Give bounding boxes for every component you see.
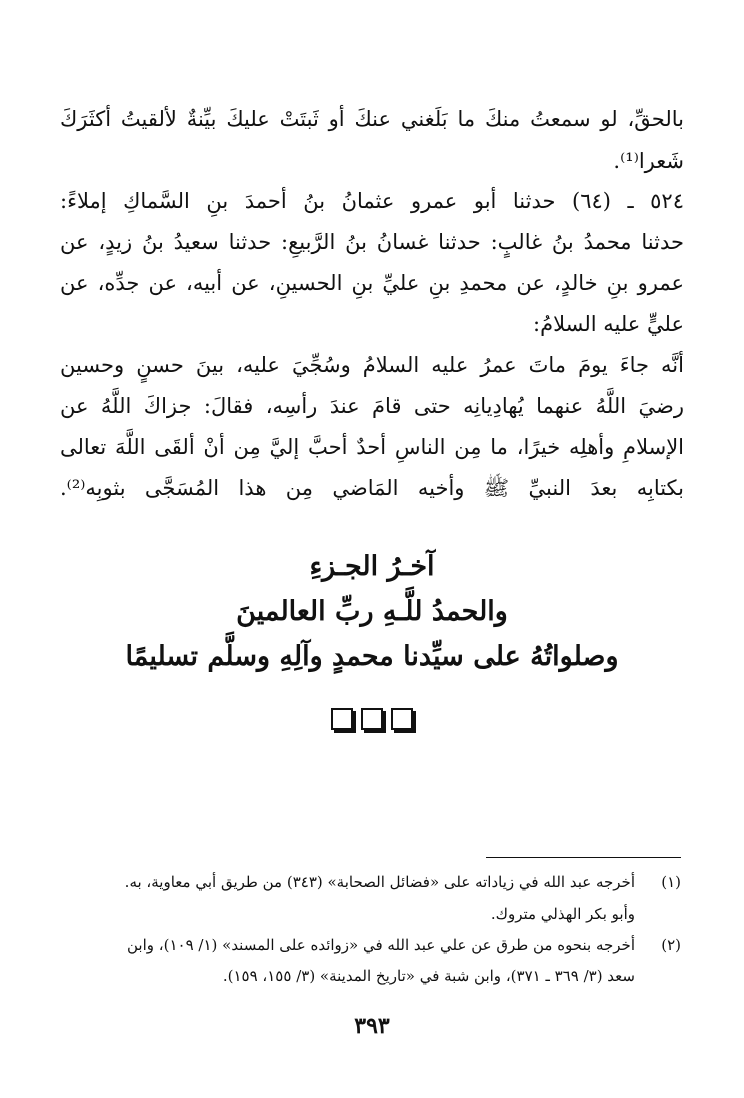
ornament-box-icon: [361, 708, 383, 730]
footnote-1-line-2: [61, 904, 681, 924]
colophon-salutation: وصلواتُهُ على سيِّدنا محمدٍ وآلِهِ وسلَّم تسليمًا: [125, 641, 619, 672]
footnote-1-line-1: [61, 872, 681, 892]
section-divider-boxes: [0, 708, 744, 730]
footnote-2-line-2: [61, 966, 681, 986]
footnote-2-continuation: سعد (٣/ ٣٦٩ ـ ٣٧١)، وابن شبة في «تاريخ المدينة» (٣/ ١٥٥، ١٥٩).: [222, 967, 635, 985]
body-line-2: شَعرا⁽¹⁾.: [613, 149, 684, 173]
colophon-praise: والحمدُ للَّـهِ ربِّ العالمينَ: [236, 596, 508, 627]
hadith-matn-line-1: أنَّه جاءَ يومَ ماتَ عمرُ عليه السلامُ وسُجِّيَ عليه، بينَ حسنٍ وحسين: [60, 353, 684, 377]
hadith-isnad-line-4: عليٍّ عليه السلامُ:: [533, 312, 684, 336]
colophon-end-of-part: آخـرُ الجـزءِ: [309, 551, 435, 582]
page-number: ٣٩٣: [354, 1013, 390, 1039]
footnote-1-marker: (١): [661, 873, 681, 891]
hadith-matn-line-4: بكتابِه بعدَ النبيِّ ﷺ وأخيه المَاضي مِن هذا المُسَجَّى بثوبِه⁽²⁾.: [60, 476, 684, 500]
ornament-box-icon: [391, 708, 413, 730]
body-line-1: بالحقِّ، لو سمعتُ منكَ ما بَلَغني عنكَ أو ثَبتَتْ عليكَ بيِّنةٌ لألقيتُ أكثَرَكَ: [60, 107, 684, 131]
hadith-matn-line-2: رضيَ اللَّهُ عنهما يُهادِيانِه حتى قامَ عندَ رأسِه، فقالَ: جزاكَ اللَّهُ عن: [60, 394, 684, 418]
footnote-2-marker: (٢): [661, 936, 681, 954]
footnote-separator: [486, 857, 681, 858]
footnote-2-line-1: [61, 935, 681, 955]
ornament-box-icon: [331, 708, 353, 730]
hadith-isnad-line-1: ٥٢٤ ـ (٦٤) حدثنا أبو عمرو عثمانُ بنُ أحمدَ بنِ السَّماكِ إملاءً:: [60, 189, 684, 213]
hadith-isnad-line-3: عمرو بنِ خالدٍ، عن محمدِ بنِ عليِّ بنِ الحسينِ، عن أبيه، عن جدِّه، عن: [60, 271, 684, 295]
hadith-matn-line-3: الإسلامِ وأهلِه خيرًا، ما مِن الناسِ أحدٌ أحبَّ إليَّ مِن أنْ ألقَى اللَّهَ تعالى: [60, 435, 684, 459]
footnote-2-text: أخرجه بنحوه من طرق عن علي عبد الله في «زوائده على المسند» (١/ ١٠٩)، وابن: [126, 936, 635, 954]
footnote-1-continuation: وأبو بكر الهذلي متروك.: [490, 905, 635, 923]
hadith-isnad-line-2: حدثنا محمدُ بنُ غالبٍ: حدثنا غسانُ بنُ الرَّبيعِ: حدثنا سعيدُ بنُ زيدٍ، عن: [60, 230, 684, 254]
footnote-1-text: أخرجه عبد الله في زياداته على «فضائل الصحابة» (٣٤٣) من طريق أبي معاوية، به.: [124, 873, 635, 891]
